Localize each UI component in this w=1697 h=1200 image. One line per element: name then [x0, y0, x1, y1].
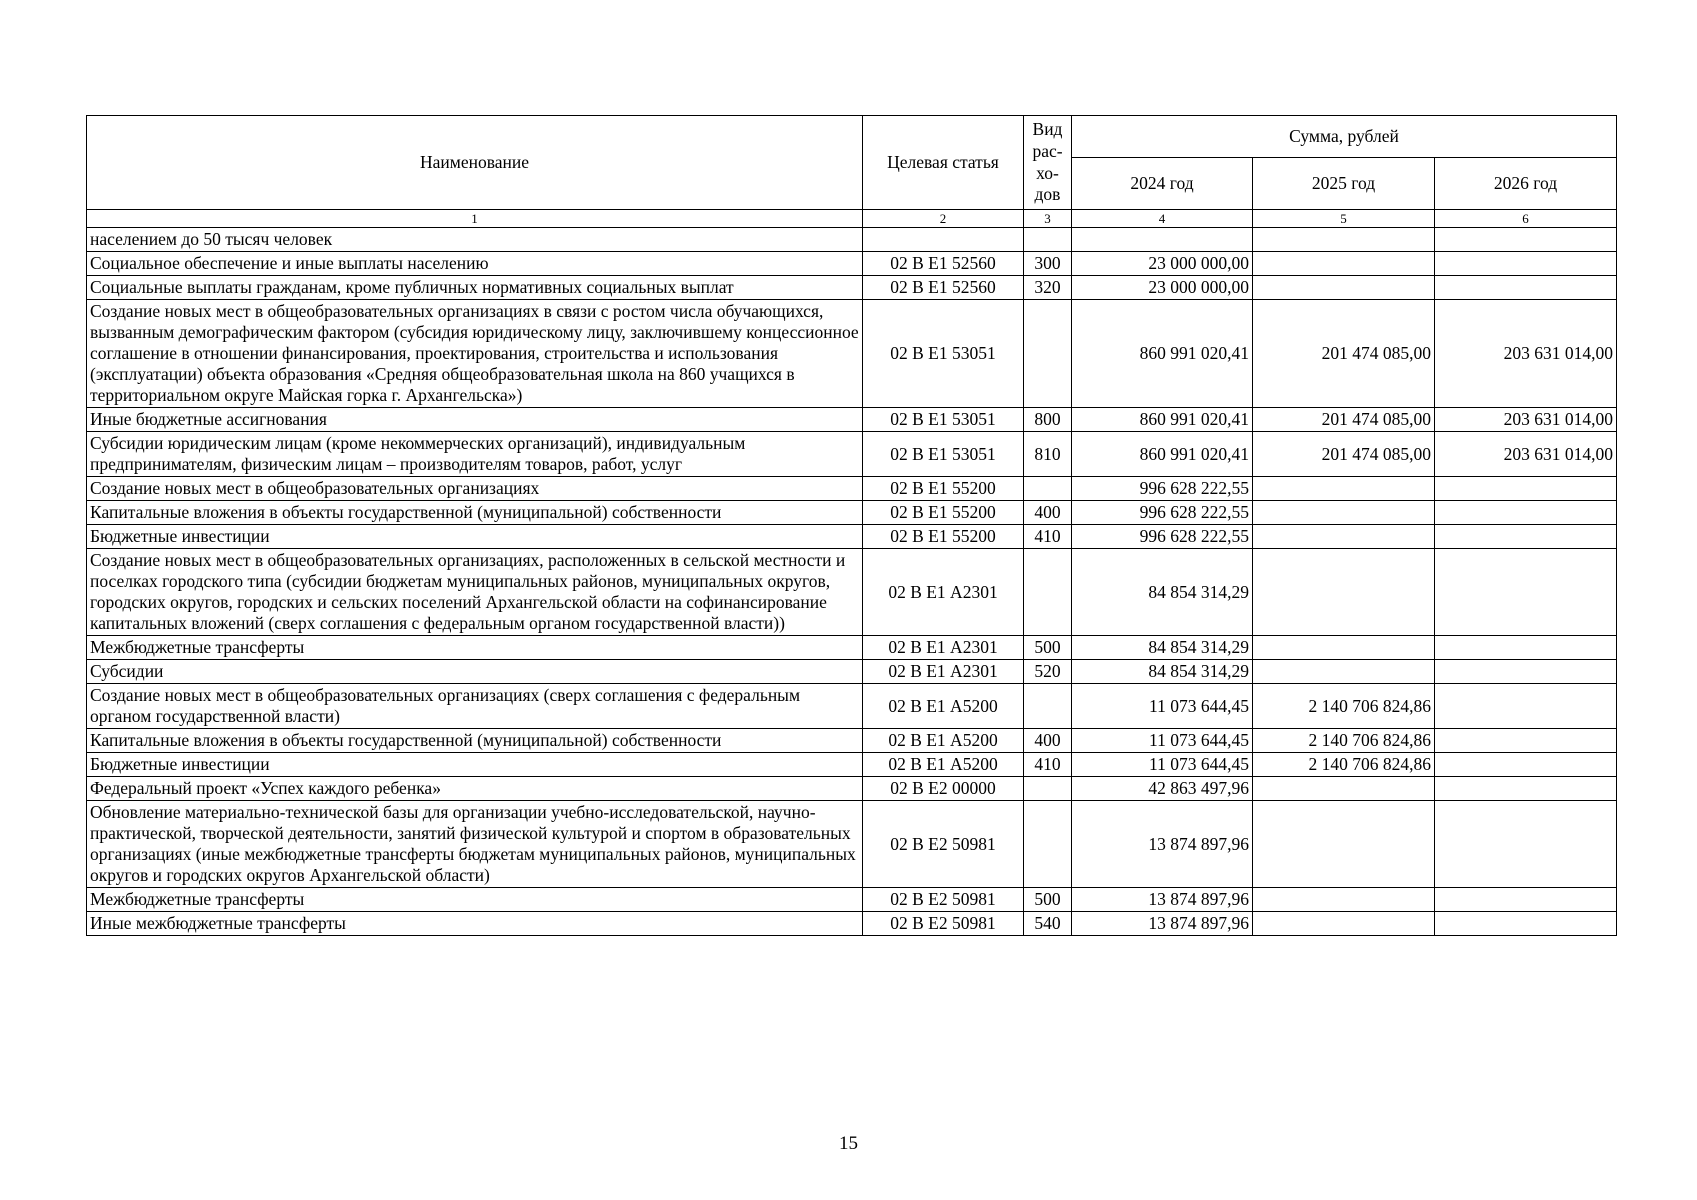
row-sum-2024: 84 854 314,29: [1072, 660, 1253, 684]
row-expense-type: 520: [1024, 660, 1072, 684]
row-sum-2025: [1253, 276, 1435, 300]
row-expense-type: 400: [1024, 501, 1072, 525]
row-sum-2026: [1435, 801, 1617, 888]
row-sum-2026: [1435, 525, 1617, 549]
row-sum-2026: [1435, 888, 1617, 912]
row-target-article: [863, 228, 1024, 252]
row-sum-2026: 203 631 014,00: [1435, 432, 1617, 477]
row-target-article: 02 В Е2 50981: [863, 912, 1024, 936]
row-name: Субсидии юридическим лицам (кроме некоммерческих организаций), индивидуальным предпринимателям, физическим лицам – производителям товаров, работ, услуг: [87, 432, 863, 477]
table-row: [87, 276, 1617, 300]
row-sum-2024: 860 991 020,41: [1072, 408, 1253, 432]
row-sum-2025: [1253, 501, 1435, 525]
row-target-article: 02 В Е1 55200: [863, 477, 1024, 501]
row-target-article: 02 В Е1 А5200: [863, 729, 1024, 753]
row-target-article: 02 В Е1 А2301: [863, 660, 1024, 684]
row-expense-type: [1024, 549, 1072, 636]
row-expense-type: 400: [1024, 729, 1072, 753]
row-sum-2025: [1253, 252, 1435, 276]
column-number: 1: [87, 210, 863, 228]
row-sum-2024: 13 874 897,96: [1072, 888, 1253, 912]
row-expense-type: 540: [1024, 912, 1072, 936]
budget-table: [86, 115, 1617, 936]
table-row: [87, 525, 1617, 549]
table-row: [87, 477, 1617, 501]
row-sum-2025: [1253, 525, 1435, 549]
row-sum-2025: [1253, 477, 1435, 501]
row-expense-type: [1024, 300, 1072, 408]
row-sum-2025: [1253, 801, 1435, 888]
row-sum-2026: [1435, 684, 1617, 729]
row-target-article: 02 В Е1 55200: [863, 501, 1024, 525]
row-target-article: 02 В Е1 55200: [863, 525, 1024, 549]
row-expense-type: 410: [1024, 753, 1072, 777]
row-name: Обновление материально-технической базы для организации учебно-исследовательской, научно-практической, творческой деятельности, занятий физической культурой и спортом в образовательных организациях (иные межбюджетные трансферты бюджетам муниципальных районов, муниципальных округов и городских округов Архангельской области): [87, 801, 863, 888]
row-sum-2026: [1435, 753, 1617, 777]
row-sum-2024: 84 854 314,29: [1072, 549, 1253, 636]
row-sum-2024: 13 874 897,96: [1072, 801, 1253, 888]
row-expense-type: 810: [1024, 432, 1072, 477]
table-row: [87, 549, 1617, 636]
row-target-article: 02 В Е1 52560: [863, 276, 1024, 300]
row-target-article: 02 В Е1 А2301: [863, 636, 1024, 660]
header-name: Наименование: [87, 116, 863, 210]
row-sum-2025: [1253, 777, 1435, 801]
row-sum-2026: 203 631 014,00: [1435, 300, 1617, 408]
row-name: Федеральный проект «Успех каждого ребенка»: [87, 777, 863, 801]
row-expense-type: [1024, 801, 1072, 888]
row-sum-2024: 996 628 222,55: [1072, 501, 1253, 525]
row-sum-2026: [1435, 501, 1617, 525]
row-sum-2026: [1435, 477, 1617, 501]
table-row: [87, 228, 1617, 252]
row-sum-2024: 11 073 644,45: [1072, 729, 1253, 753]
column-number: 5: [1253, 210, 1435, 228]
table-row: [87, 912, 1617, 936]
table-row: [87, 432, 1617, 477]
table-row: [87, 501, 1617, 525]
row-sum-2025: 201 474 085,00: [1253, 408, 1435, 432]
row-sum-2024: 23 000 000,00: [1072, 276, 1253, 300]
row-expense-type: 500: [1024, 888, 1072, 912]
row-name: населением до 50 тысяч человек: [87, 228, 863, 252]
header-sum: Сумма, рублей: [1072, 116, 1617, 158]
row-target-article: 02 В Е1 А5200: [863, 753, 1024, 777]
table-body: [87, 228, 1617, 936]
column-number: 3: [1024, 210, 1072, 228]
row-expense-type: [1024, 477, 1072, 501]
table-row: [87, 408, 1617, 432]
page-number: 15: [839, 1133, 858, 1154]
header-target-article: Целевая статья: [863, 116, 1024, 210]
row-name: Капитальные вложения в объекты государственной (муниципальной) собственности: [87, 501, 863, 525]
header-year-2024: 2024 год: [1072, 158, 1253, 210]
row-target-article: 02 В Е1 А5200: [863, 684, 1024, 729]
row-target-article: 02 В Е1 53051: [863, 432, 1024, 477]
row-name: Создание новых мест в общеобразовательных организациях в связи с ростом числа обучающихся, вызванным демографическим фактором (субсидия юридическому лицу, заключившему концессионное соглашение в отношении финансирования, проектирования, строительства и использования (эксплуатации) объекта образования «Средняя общеобразовательная школа на 860 учащихся в территориальном округе Майская горка г. Архангельска»): [87, 300, 863, 408]
row-sum-2026: [1435, 276, 1617, 300]
row-name: Иные бюджетные ассигнования: [87, 408, 863, 432]
row-sum-2024: [1072, 228, 1253, 252]
row-sum-2026: [1435, 228, 1617, 252]
row-sum-2025: 2 140 706 824,86: [1253, 729, 1435, 753]
row-sum-2026: 203 631 014,00: [1435, 408, 1617, 432]
row-sum-2026: [1435, 252, 1617, 276]
row-name: Создание новых мест в общеобразовательных организациях, расположенных в сельской местности и поселках городского типа (субсидии бюджетам муниципальных районов, муниципальных округов, городских округов, городских и сельских поселений Архангельской области на софинансирование капитальных вложений (сверх соглашения с федеральным органом государственной власти)): [87, 549, 863, 636]
row-sum-2025: 2 140 706 824,86: [1253, 753, 1435, 777]
row-sum-2025: [1253, 549, 1435, 636]
row-sum-2024: 13 874 897,96: [1072, 912, 1253, 936]
row-expense-type: 300: [1024, 252, 1072, 276]
table-row: [87, 684, 1617, 729]
header-year-2025: 2025 год: [1253, 158, 1435, 210]
row-target-article: 02 В Е1 53051: [863, 300, 1024, 408]
row-expense-type: 500: [1024, 636, 1072, 660]
row-expense-type: 320: [1024, 276, 1072, 300]
row-target-article: 02 В Е2 50981: [863, 888, 1024, 912]
row-sum-2025: 201 474 085,00: [1253, 432, 1435, 477]
row-target-article: 02 В Е2 50981: [863, 801, 1024, 888]
row-sum-2024: 11 073 644,45: [1072, 753, 1253, 777]
row-sum-2025: [1253, 888, 1435, 912]
row-sum-2026: [1435, 660, 1617, 684]
row-sum-2026: [1435, 777, 1617, 801]
row-sum-2025: [1253, 660, 1435, 684]
table-row: [87, 300, 1617, 408]
row-name: Иные межбюджетные трансферты: [87, 912, 863, 936]
row-target-article: 02 В Е1 А2301: [863, 549, 1024, 636]
row-sum-2024: 11 073 644,45: [1072, 684, 1253, 729]
table-row: [87, 801, 1617, 888]
row-sum-2024: 996 628 222,55: [1072, 477, 1253, 501]
row-sum-2024: 860 991 020,41: [1072, 300, 1253, 408]
row-name: Капитальные вложения в объекты государственной (муниципальной) собственности: [87, 729, 863, 753]
row-name: Создание новых мест в общеобразовательных организациях: [87, 477, 863, 501]
table-row: [87, 753, 1617, 777]
row-expense-type: [1024, 684, 1072, 729]
table-row: [87, 729, 1617, 753]
row-name: Межбюджетные трансферты: [87, 636, 863, 660]
row-sum-2026: [1435, 549, 1617, 636]
row-target-article: 02 В Е1 52560: [863, 252, 1024, 276]
row-sum-2025: [1253, 912, 1435, 936]
row-expense-type: 800: [1024, 408, 1072, 432]
row-sum-2026: [1435, 636, 1617, 660]
column-number: 4: [1072, 210, 1253, 228]
row-name: Межбюджетные трансферты: [87, 888, 863, 912]
table-row: [87, 777, 1617, 801]
row-sum-2026: [1435, 912, 1617, 936]
row-sum-2024: 84 854 314,29: [1072, 636, 1253, 660]
row-sum-2025: 2 140 706 824,86: [1253, 684, 1435, 729]
row-target-article: 02 В Е1 53051: [863, 408, 1024, 432]
column-number: 2: [863, 210, 1024, 228]
row-sum-2026: [1435, 729, 1617, 753]
row-name: Бюджетные инвестиции: [87, 525, 863, 549]
header-year-2026: 2026 год: [1435, 158, 1617, 210]
row-sum-2025: [1253, 636, 1435, 660]
row-sum-2024: 996 628 222,55: [1072, 525, 1253, 549]
table-row: [87, 888, 1617, 912]
row-name: Бюджетные инвестиции: [87, 753, 863, 777]
row-name: Создание новых мест в общеобразовательных организациях (сверх соглашения с федеральным органом государственной власти): [87, 684, 863, 729]
row-expense-type: [1024, 228, 1072, 252]
row-sum-2024: 23 000 000,00: [1072, 252, 1253, 276]
row-expense-type: 410: [1024, 525, 1072, 549]
row-name: Социальные выплаты гражданам, кроме публичных нормативных социальных выплат: [87, 276, 863, 300]
row-name: Социальное обеспечение и иные выплаты населению: [87, 252, 863, 276]
table-row: [87, 660, 1617, 684]
table-row: [87, 252, 1617, 276]
row-sum-2024: 860 991 020,41: [1072, 432, 1253, 477]
row-target-article: 02 В Е2 00000: [863, 777, 1024, 801]
column-number: 6: [1435, 210, 1617, 228]
row-sum-2025: 201 474 085,00: [1253, 300, 1435, 408]
row-sum-2024: 42 863 497,96: [1072, 777, 1253, 801]
table-row: [87, 636, 1617, 660]
row-sum-2025: [1253, 228, 1435, 252]
row-name: Субсидии: [87, 660, 863, 684]
header-expense-type: Вид рас-хо-дов: [1024, 116, 1072, 210]
row-expense-type: [1024, 777, 1072, 801]
